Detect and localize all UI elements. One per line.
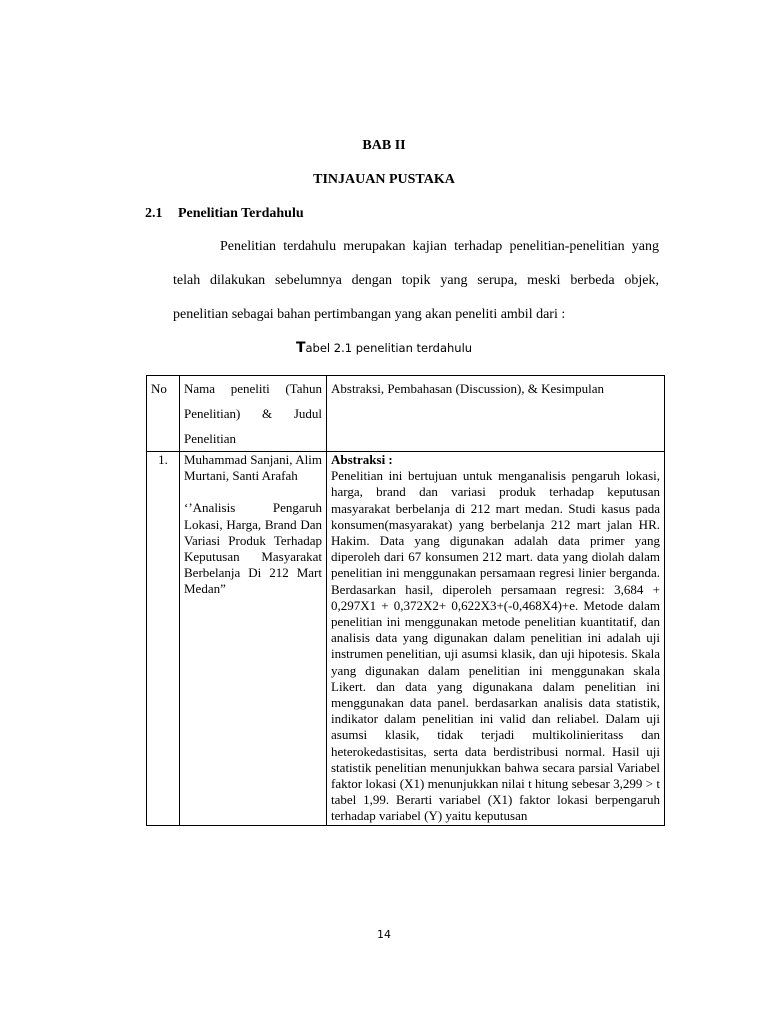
research-info-cell [180, 452, 327, 826]
table-row [147, 452, 665, 826]
abstract-cell [327, 452, 665, 826]
chapter-heading: BAB II [362, 138, 406, 153]
section-title: Penelitian Terdahulu [178, 206, 304, 221]
research-authors: Muhammad Sanjani, Alim Murtani, Santi Arafah [184, 452, 322, 484]
previous-research-table [146, 375, 665, 826]
table-header-row [147, 376, 665, 452]
header-abstract: Abstraksi, Pembahasan (Discussion), & Kesimpulan [327, 376, 665, 452]
page-number: 14 [377, 928, 391, 941]
table-caption [0, 340, 768, 356]
section-number: 2.1 [145, 206, 163, 221]
row-number: 1. [147, 452, 180, 826]
intro-paragraph: Penelitian terdahulu merupakan kajian terhadap penelitian-penelitian yang telah dilakukan sebelumnya dengan topik yang serupa, meski berbeda objek, penelitian sebagai bahan pertimbangan yang akan peneliti ambil dari : [173, 239, 659, 322]
table-caption-initial: T [295, 340, 306, 356]
abstract-text: Penelitian ini bertujuan untuk menganalisis pengaruh lokasi, harga, brand dan variasi produk terhadap keputusan masyarakat berbelanja di 212 mart medan. Studi kasus pada konsumen(masyarakat) yang berbelanja 212 mart jalan HR. Hakim. Data yang digunakan adalah data primer yang diperoleh dari 67 konsumen 212 mart. data yang diolah dalam penelitian ini menggunakan persamaan regresi linier berganda. Berdasarkan hasil, diperoleh persamaan regresi: 3,684 + 0,297X1 + 0,372X2+ 0,622X3+(-0,468X4)+e. Metode dalam penelitian ini menggunakan metode penelitian kuantitatif, dan analisis data yang digunakan dalam penelitian ini adalah uji instrumen penelitian, uji asumsi klasik, dan uji hipotesis. Skala yang digunakan dalam penelitian ini menggunakan skala Likert. dan data yang digunakana dalam penelitian ini menggunakan data panel. berdasarkan analisis data statistik, indikator dalam penelitian ini valid dan reliabel. Dalam uji asumsi klasik, tidak terjadi multikolinieritass dan heterokedastisitas, serta data berdistribusi normal. Hasil uji statistik penelitian menunjukkan bahwa secara parsial Variabel faktor lokasi (X1) menunjukkan nilai t hitung sebesar 3,299 > t tabel 1,99. Berarti variabel (X1) faktor lokasi berpengaruh terhadap variabel (Y) yaitu keputusan [331, 468, 660, 824]
section-heading [145, 206, 304, 222]
table-caption-text: abel 2.1 penelitian terdahulu [305, 341, 473, 355]
research-title: ‘’Analisis Pengaruh Lokasi, Harga, Brand Dan Variasi Produk Terhadap Keputusan Masyarakat Berbelanja Di 212 Mart Medan” [184, 500, 322, 597]
chapter-title: TINJAUAN PUSTAKA [313, 172, 455, 187]
header-name: Nama peneliti (Tahun Penelitian) & Judul Penelitian [180, 376, 327, 452]
header-no: No [147, 376, 180, 452]
abstract-label: Abstraksi : [331, 452, 393, 467]
